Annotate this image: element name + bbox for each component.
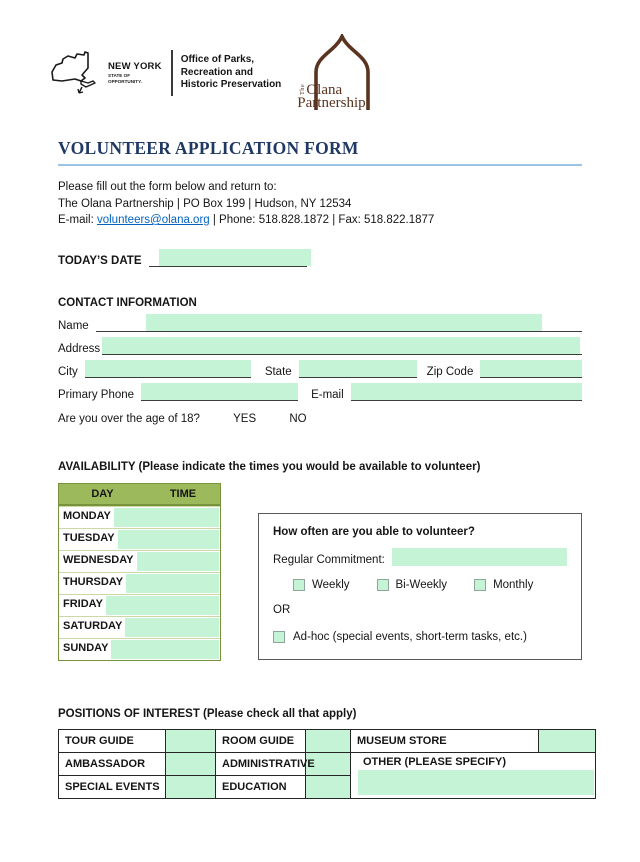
monthly-option (474, 579, 533, 591)
state-label: State (264, 365, 292, 378)
availability-row-thursday (59, 572, 220, 594)
availability-row-friday (59, 594, 220, 616)
state-highlight[interactable] (299, 360, 417, 377)
position-label-administrative: ADMINISTRATIVE (216, 752, 306, 775)
contact-email-label: E-mail (311, 388, 344, 401)
age-no-option[interactable]: NO (289, 412, 307, 425)
positions-table (58, 729, 596, 799)
day-label: FRIDAY (63, 597, 103, 610)
zip-field[interactable] (480, 360, 582, 378)
nys-tagline-line2: OPPORTUNITY. (108, 78, 142, 84)
monthly-label: Monthly (493, 578, 534, 591)
checkbox-adhoc[interactable] (273, 631, 285, 643)
contact-email-highlight[interactable] (351, 383, 582, 400)
time-field-tuesday[interactable] (118, 530, 219, 549)
city-state-zip-row (58, 360, 582, 378)
nys-parks-logo (48, 50, 281, 96)
regular-commitment-field[interactable] (392, 548, 567, 566)
address-highlight[interactable] (102, 337, 580, 354)
primary-phone-label: Primary Phone (58, 388, 135, 401)
olana-name-line2: Partnership (297, 95, 366, 111)
day-label: MONDAY (63, 509, 111, 522)
availability-row-wednesday (59, 550, 220, 572)
age-question: Are you over the age of 18? (58, 412, 200, 425)
phone-email-row (58, 383, 582, 401)
weekly-label: Weekly (312, 578, 350, 591)
availability-row-monday (59, 506, 220, 528)
intro-line3-suffix: | Phone: 518.828.1872 | Fax: 518.822.1877 (209, 214, 435, 226)
city-label: City (58, 365, 78, 378)
position-label-tour-guide: TOUR GUIDE (59, 729, 166, 752)
state-field[interactable] (299, 360, 417, 378)
intro-line2: The Olana Partnership | PO Box 199 | Hudson, NY 12534 (58, 197, 352, 210)
primary-phone-field[interactable] (141, 383, 298, 401)
day-label: SUNDAY (63, 641, 109, 654)
intro-line1: Please fill out the form below and return to: (58, 181, 277, 193)
header-logos (48, 34, 580, 112)
intro-paragraph (58, 179, 582, 229)
positions-heading: POSITIONS OF INTEREST (Please check all that apply) (58, 707, 357, 720)
address-label: Address (58, 342, 101, 355)
position-checkbox-cell-education[interactable] (306, 775, 351, 798)
availability-row-tuesday (59, 528, 220, 550)
zip-label: Zip Code (426, 365, 474, 378)
time-field-thursday[interactable] (126, 574, 219, 593)
position-label-education: EDUCATION (216, 775, 306, 798)
day-label: THURSDAY (63, 575, 124, 588)
contact-information-heading: CONTACT INFORMATION (58, 296, 197, 309)
time-column-header: TIME (169, 487, 197, 500)
other-specify-cell (351, 752, 596, 798)
regular-commitment-label: Regular Commitment: (273, 553, 385, 566)
frequency-box (258, 513, 582, 660)
position-checkbox-cell-museum-store[interactable] (539, 729, 596, 752)
or-label: OR (273, 603, 291, 616)
positions-row-1 (59, 729, 596, 752)
positions-row-2 (59, 752, 596, 775)
time-field-friday[interactable] (106, 596, 219, 615)
nys-brand: NEW YORK (108, 60, 162, 72)
time-field-monday[interactable] (114, 508, 219, 527)
time-field-saturday[interactable] (125, 618, 219, 637)
position-label-ambassador: AMBASSADOR (59, 752, 166, 775)
checkbox-biweekly[interactable] (377, 579, 389, 591)
office-of-parks-text (181, 54, 282, 92)
biweekly-option (377, 579, 448, 591)
olana-partnership-logo (297, 34, 389, 112)
other-specify-label: OTHER (PLEASE SPECIFY) (363, 755, 507, 768)
age-question-row (58, 413, 582, 425)
page-title: VOLUNTEER APPLICATION FORM (58, 138, 582, 166)
day-label: SATURDAY (63, 619, 123, 632)
availability-table-header (59, 484, 220, 506)
regular-commitment-row (273, 548, 567, 566)
other-specify-field[interactable] (358, 770, 594, 795)
office-line3: Historic Preservation (180, 79, 282, 91)
position-label-special-events: SPECIAL EVENTS (59, 775, 166, 798)
olana-the: The (299, 83, 307, 96)
position-label-room-guide: ROOM GUIDE (216, 729, 306, 752)
city-field[interactable] (85, 360, 251, 378)
office-line1: Office of Parks, (180, 54, 255, 66)
todays-date-highlight[interactable] (159, 249, 311, 266)
nys-tagline-line1: STATE OF (108, 73, 131, 79)
volunteer-application-form-page (0, 34, 640, 862)
availability-row-sunday (59, 638, 220, 660)
name-row (58, 314, 582, 332)
position-checkbox-cell-special-events[interactable] (166, 775, 216, 798)
checkbox-monthly[interactable] (474, 579, 486, 591)
email-link[interactable]: volunteers@olana.org (96, 214, 210, 226)
biweekly-label: Bi-Weekly (395, 578, 448, 591)
day-column-header: DAY (91, 487, 114, 500)
contact-email-field[interactable] (351, 383, 582, 401)
availability-table (58, 483, 221, 661)
checkbox-weekly[interactable] (293, 579, 305, 591)
position-checkbox-cell-tour-guide[interactable] (166, 729, 216, 752)
name-field[interactable] (96, 314, 582, 332)
name-label: Name (58, 319, 89, 332)
weekly-option (293, 579, 350, 591)
intro-line3-prefix: E-mail: (58, 214, 97, 226)
city-highlight[interactable] (85, 360, 251, 377)
primary-phone-highlight[interactable] (141, 383, 298, 400)
time-field-sunday[interactable] (111, 640, 219, 659)
todays-date-label: TODAY’S DATE (58, 254, 142, 267)
availability-row-saturday (59, 616, 220, 638)
logo-divider (171, 50, 173, 96)
day-label: TUESDAY (63, 531, 115, 544)
frequency-heading: How often are you able to volunteer? (273, 525, 475, 538)
age-yes-option[interactable]: YES (233, 412, 257, 425)
frequency-options-row (273, 579, 567, 591)
time-field-wednesday[interactable] (137, 552, 220, 571)
day-label: WEDNESDAY (63, 553, 134, 566)
nys-logo-text (108, 62, 162, 85)
zip-highlight[interactable] (480, 360, 582, 377)
adhoc-option (273, 631, 567, 643)
position-label-museum-store: MUSEUM STORE (351, 729, 539, 752)
position-checkbox-cell-ambassador[interactable] (166, 752, 216, 775)
address-row (58, 337, 582, 355)
position-checkbox-cell-room-guide[interactable] (306, 729, 351, 752)
olana-logo-text (297, 83, 365, 110)
olana-name-line1: Olana (306, 82, 343, 98)
adhoc-label: Ad-hoc (special events, short-term tasks, etc.) (293, 630, 527, 643)
name-highlight[interactable] (146, 314, 542, 331)
availability-section (58, 483, 582, 661)
address-field[interactable] (102, 337, 582, 355)
todays-date-field[interactable] (149, 249, 307, 267)
todays-date-row (58, 249, 582, 267)
office-line2: Recreation and (180, 66, 253, 78)
availability-heading: AVAILABILITY (Please indicate the times you would be available to volunteer) (58, 460, 481, 473)
ny-state-map-icon (48, 50, 104, 96)
